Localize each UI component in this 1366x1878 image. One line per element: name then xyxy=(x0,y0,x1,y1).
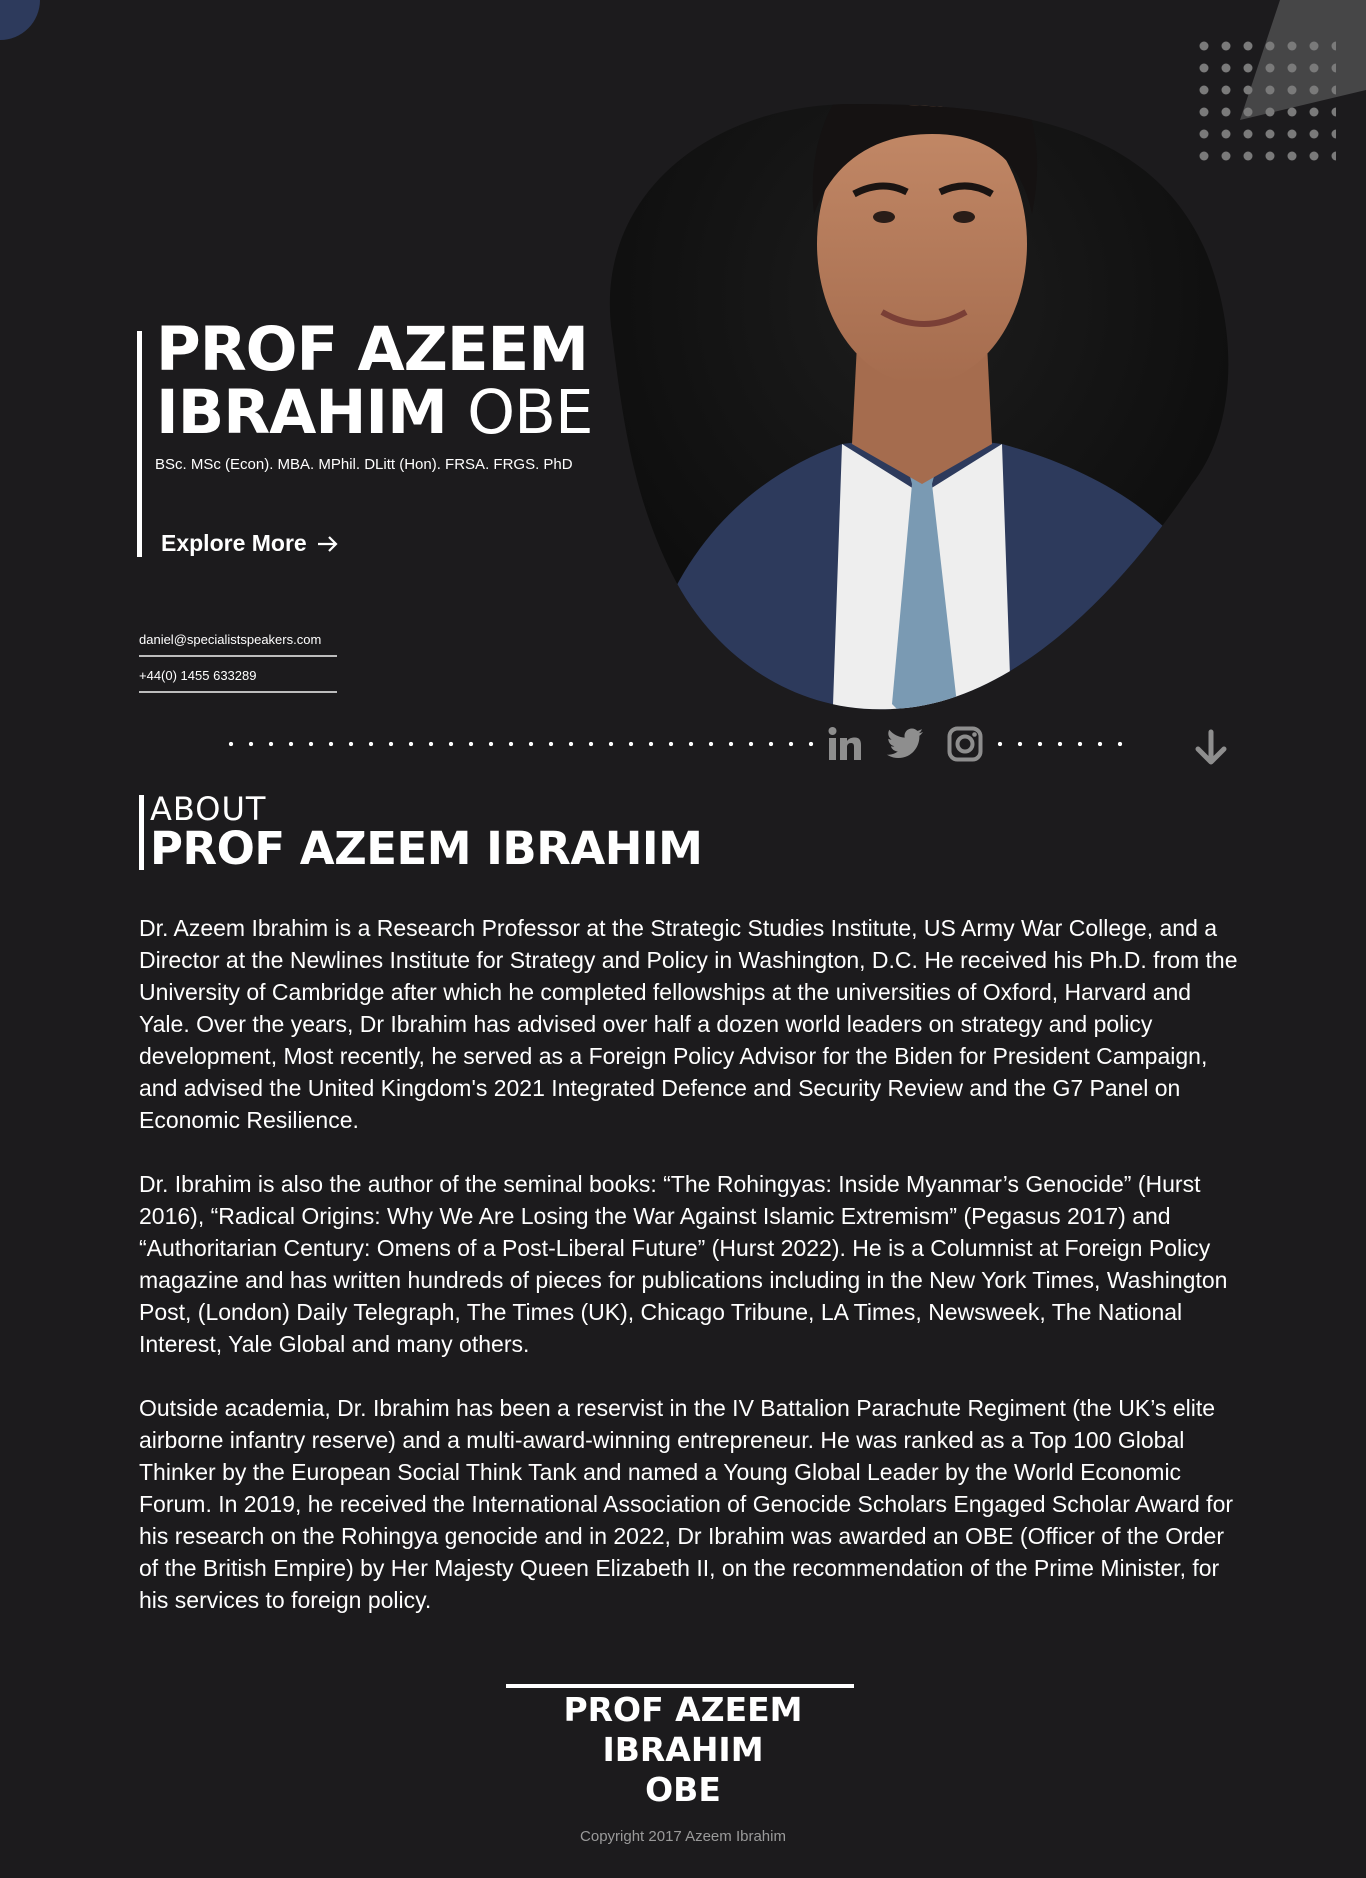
arrow-down-icon xyxy=(1193,728,1229,768)
hero-title xyxy=(156,314,593,448)
instagram-link[interactable] xyxy=(945,724,985,764)
about-paragraph: Dr. Azeem Ibrahim is a Research Professor at the Strategic Studies Institute, US Army War College, and a Director at the Newlines Institute for Strategy and Policy in Washington, D.C. He received his Ph.D. from the University of Cambridge after which he completed fellowships at the universities of Oxford, Harvard and Yale. Over the years, Dr Ibrahim has advised over half a dozen world leaders on strategy and policy development, Most recently, he served as a Foreign Policy Advisor for the Biden for President Campaign, and advised the United Kingdom's 2021 Integrated Defence and Security Review and the G7 Panel on Economic Resilience. xyxy=(139,915,1238,1133)
scroll-down-button[interactable] xyxy=(1193,728,1229,768)
about-paragraph: Dr. Ibrahim is also the author of the seminal books: “The Rohingyas: Inside Myanmar’s Genocide” (Hurst 2016), “Radical Origins: Why We Are Losing the War Against Islamic Extremism” (Pegasus 2017) and “Authoritarian Century: Omens of a Post-Liberal Future” (Hurst 2022). He is a Columnist at Foreign Policy magazine and has written hundreds of pieces for publications including in the New York Times, Washington Post, (London) Daily Telegraph, The Times (UK), Chicago Tribune, LA Times, Newsweek, The National Interest, Yale Global and many others. xyxy=(139,1171,1228,1357)
hero-name-line2: IBRAHIM xyxy=(156,377,447,448)
portrait-photo xyxy=(592,14,1240,724)
instagram-icon xyxy=(947,726,983,762)
contact-phone[interactable]: +44(0) 1455 633289 xyxy=(139,668,337,693)
about-body xyxy=(139,912,1239,1648)
linkedin-icon xyxy=(827,726,863,762)
footer-logo-line1: PROF AZEEM IBRAHIM xyxy=(563,1690,803,1769)
about-accent-bar xyxy=(139,795,144,870)
footer-logo-line2: OBE xyxy=(645,1770,721,1809)
corner-decoration xyxy=(0,0,40,40)
footer-logo-rule xyxy=(506,1684,854,1688)
hero-name-suffix: OBE xyxy=(467,377,593,448)
about-heading: PROF AZEEM IBRAHIM xyxy=(150,822,703,875)
explore-more-label: Explore More xyxy=(161,530,307,556)
hero-name-line1: PROF AZEEM xyxy=(156,314,588,385)
dotted-divider-left xyxy=(221,741,821,747)
about-label: ABOUT xyxy=(150,790,267,828)
explore-more-button[interactable] xyxy=(161,530,339,557)
copyright-text: Copyright 2017 Azeem Ibrahim xyxy=(580,1828,786,1845)
hero-qualifications: BSc. MSc (Econ). MBA. MPhil. DLitt (Hon). FRSA. FRGS. PhD xyxy=(155,456,573,473)
dotted-divider-right xyxy=(990,741,1130,747)
twitter-icon xyxy=(886,728,924,760)
hero-accent-bar xyxy=(137,331,142,557)
linkedin-link[interactable] xyxy=(825,724,865,764)
arrow-right-icon xyxy=(317,535,339,553)
contact-email[interactable]: daniel@specialistspeakers.com xyxy=(139,632,337,657)
about-paragraph: Outside academia, Dr. Ibrahim has been a reservist in the IV Battalion Parachute Regiment (the UK’s elite airborne infantry reserve) and a multi-award-winning entrepreneur. He was ranked as a Top 100 Global Thinker by the European Social Think Tank and named a Young Global Leader by the World Economic Forum. In 2019, he received the International Association of Genocide Scholars Engaged Scholar Award for his research on the Rohingya genocide and in 2022, Dr Ibrahim was awarded an OBE (Officer of the Order of the British Empire) by Her Majesty Queen Elizabeth II, on the recommendation of the Prime Minister, for his services to foreign policy. xyxy=(139,1395,1234,1613)
footer-logo xyxy=(483,1690,883,1810)
twitter-link[interactable] xyxy=(885,724,925,764)
